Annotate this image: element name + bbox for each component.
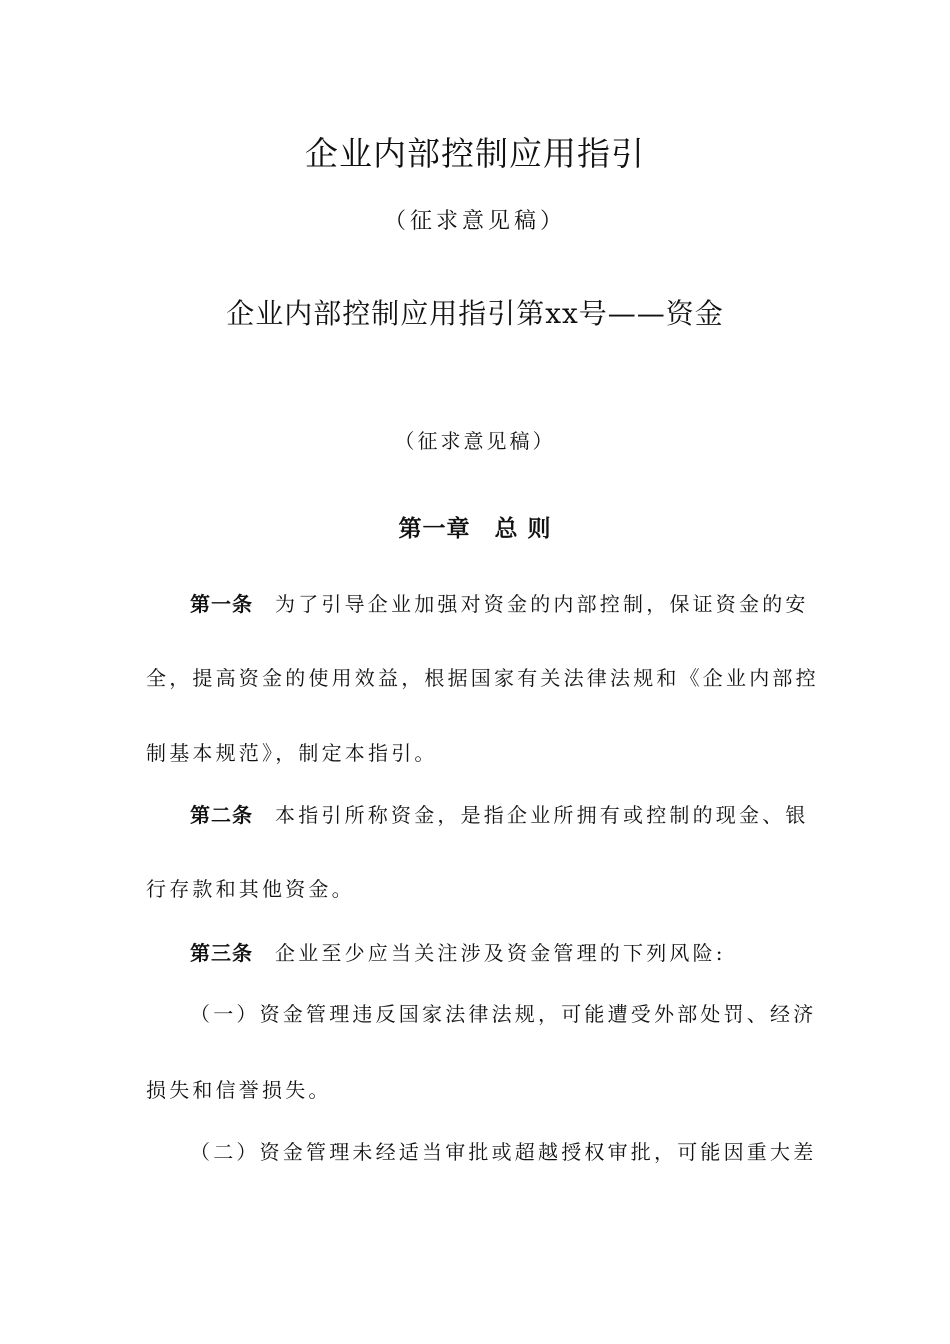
article-1-line-3: 制基本规范》，制定本指引。 — [146, 741, 438, 765]
article-3-text-1: 企业至少应当关注涉及资金管理的下列风险: — [275, 941, 726, 965]
article-1-line-2: 全，提高资金的使用效益，根据国家有关法律法规和《企业内部控 — [146, 666, 819, 690]
article-2-text-1: 本指引所称资金，是指企业所拥有或控制的现金、银 — [275, 803, 809, 827]
article-2-line-2: 行存款和其他资金。 — [146, 877, 355, 901]
draft-note-primary: （征求意见稿） — [383, 209, 566, 234]
article-1-label: 第一条 — [190, 592, 253, 616]
risk-item-1-line-2: 损失和信誉损失。 — [146, 1078, 332, 1102]
article-3-line-1 — [190, 937, 804, 966]
article-1-line-1 — [190, 588, 809, 617]
document-title: 企业内部控制应用指引 — [305, 134, 645, 173]
article-1-text-1: 为了引导企业加强对资金的内部控制，保证资金的安 — [275, 592, 809, 616]
article-3-label: 第三条 — [190, 941, 253, 965]
risk-item-1-line-1: （一）资金管理违反国家法律法规，可能遭受外部处罚、经济 — [190, 1002, 817, 1026]
article-2-line-1 — [190, 799, 809, 828]
document-subtitle: 企业内部控制应用指引第xx号——资金 — [226, 297, 724, 330]
draft-note-secondary: （征求意见稿） — [394, 429, 556, 453]
article-2-label: 第二条 — [190, 803, 253, 827]
chapter-heading: 第一章 总 则 — [398, 516, 552, 542]
risk-item-2-line-1: （二）资金管理未经适当审批或超越授权审批，可能因重大差 — [190, 1140, 817, 1164]
